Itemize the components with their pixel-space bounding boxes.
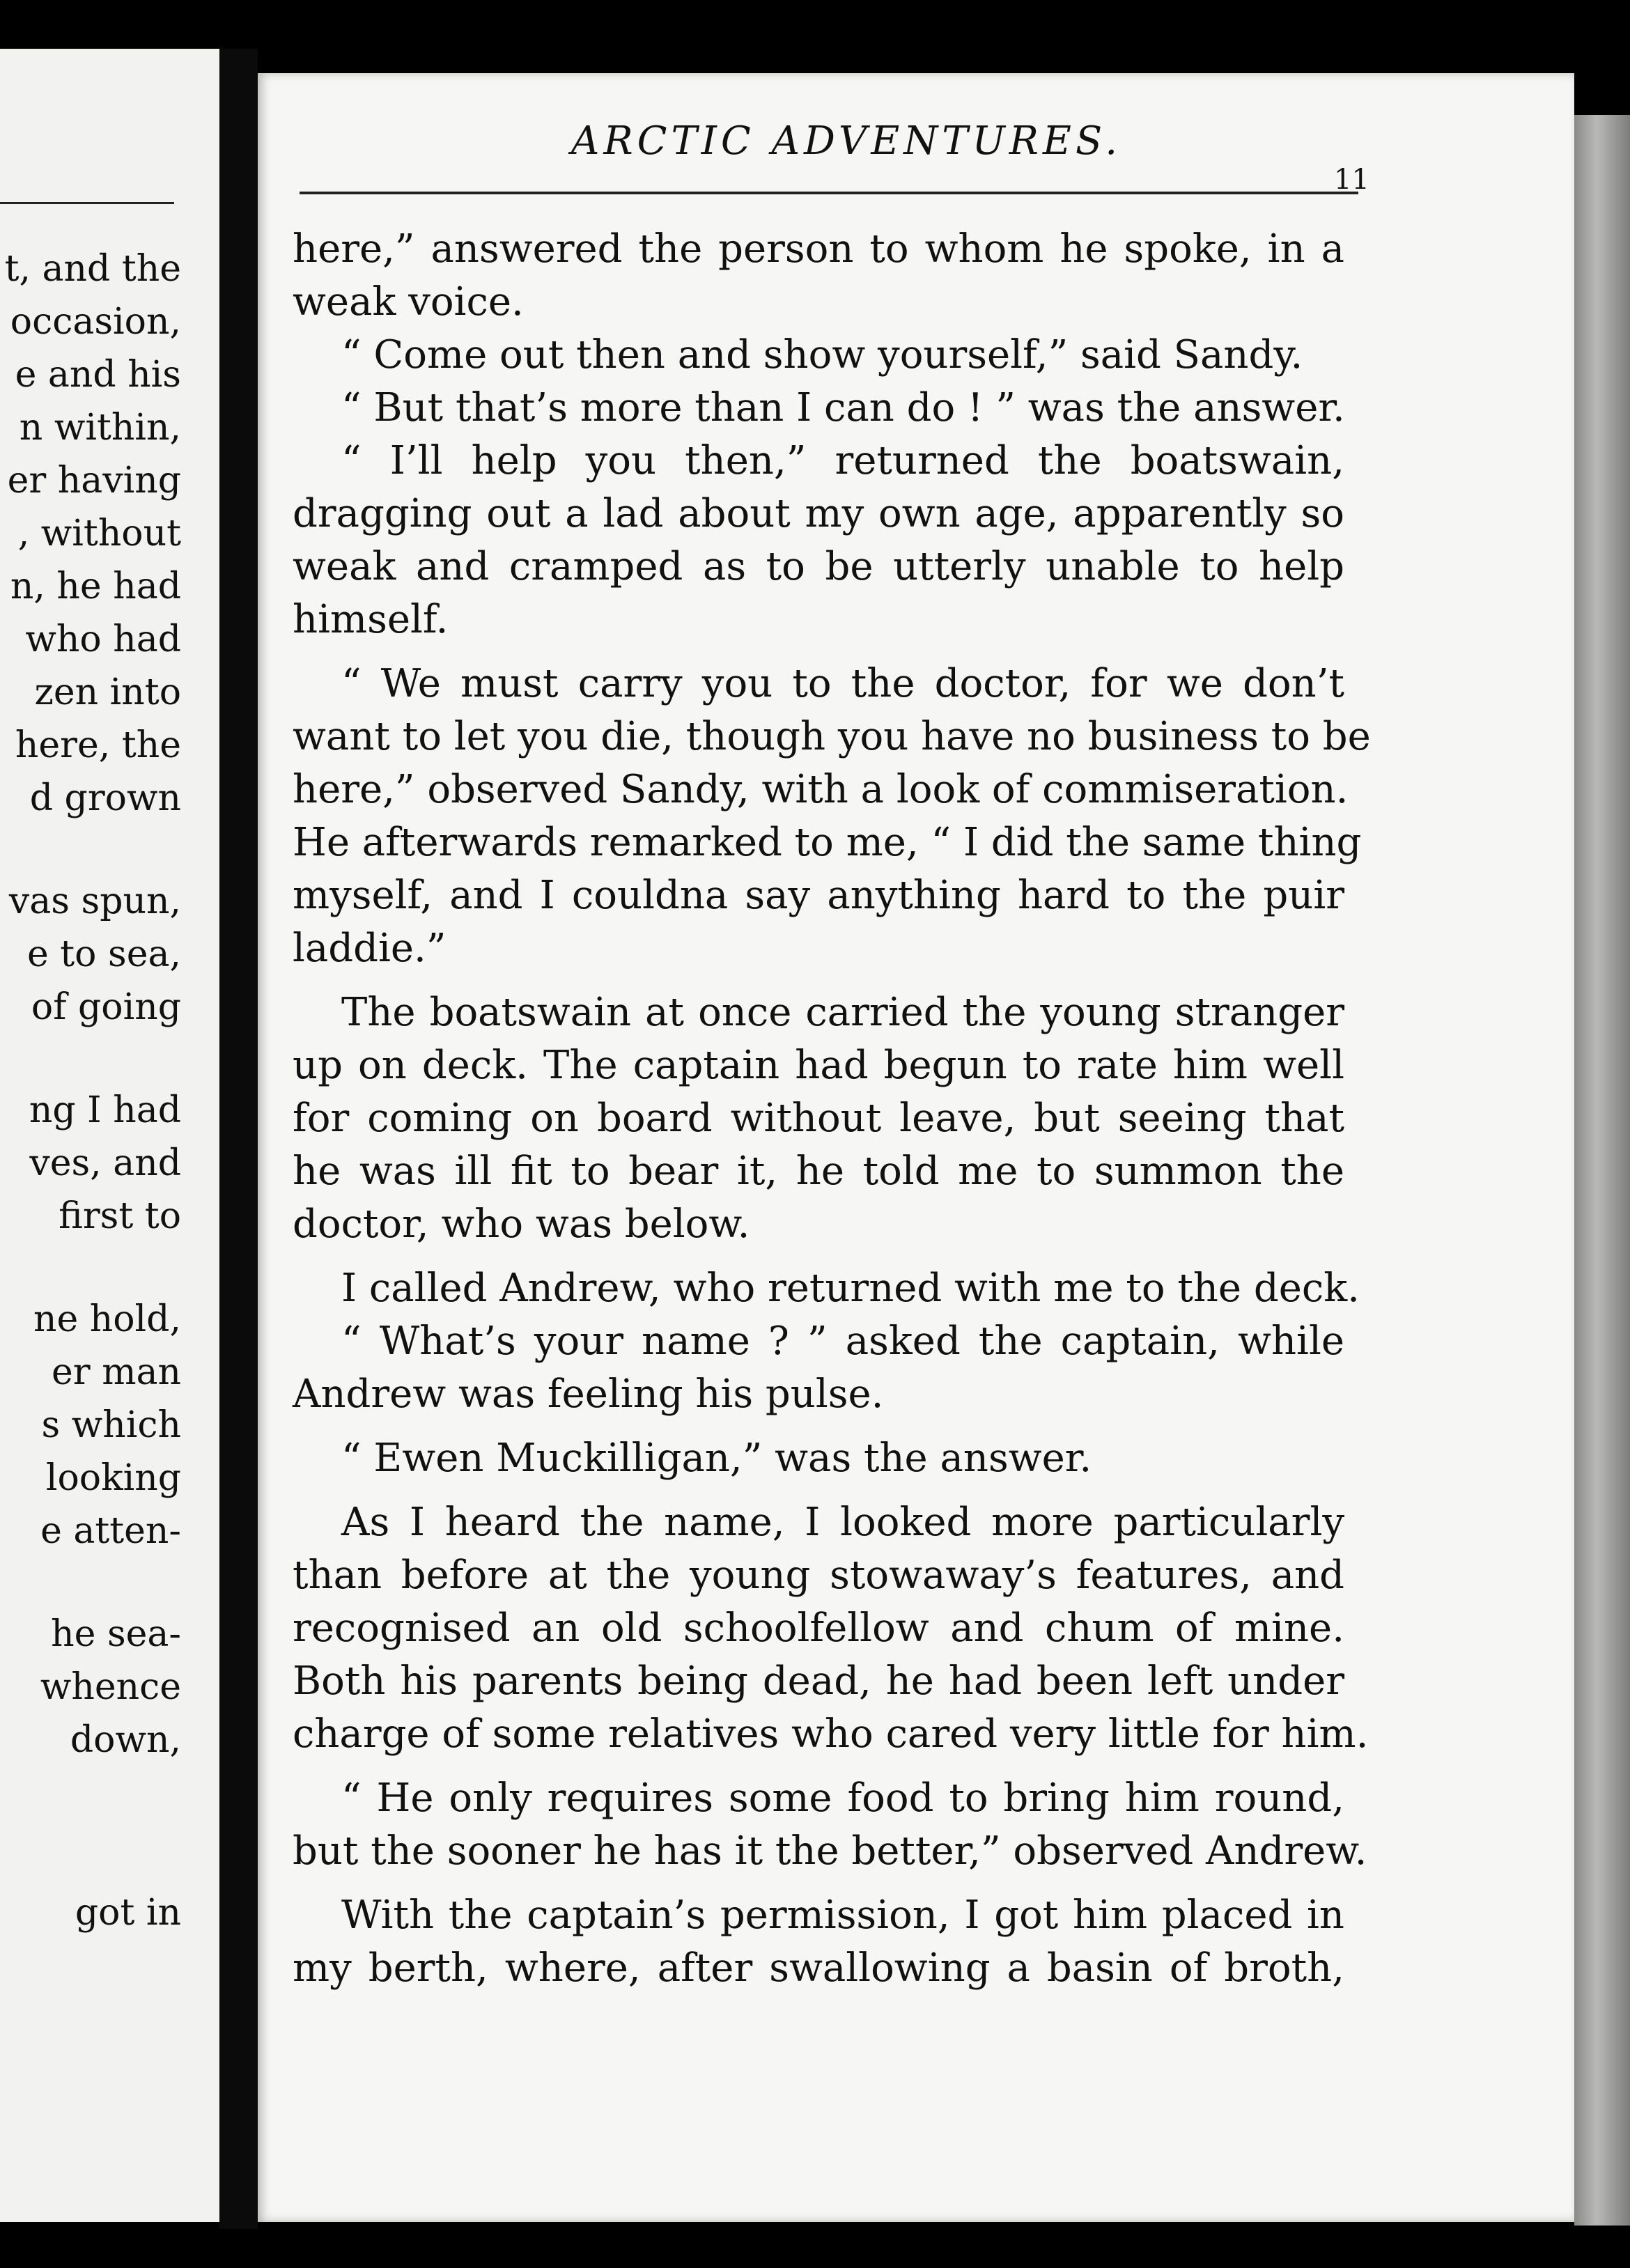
left-line: first to	[59, 1195, 181, 1237]
page-edge	[1574, 115, 1630, 2226]
left-line: here, the	[15, 724, 181, 766]
text-line: weak voice.	[293, 279, 524, 325]
text-line: “ But that’s more than I can do ! ” was the answer.	[341, 385, 1345, 430]
text-line: want to let you die, though you have no business to be	[293, 714, 1371, 759]
left-header-rule	[0, 202, 174, 204]
text-line: With the captain’s permission, I got him placed in	[341, 1893, 1344, 1938]
text-line: laddie.”	[293, 926, 447, 971]
text-line: charge of some relatives who cared very little for him.	[293, 1711, 1369, 1757]
left-line: er having	[7, 460, 181, 502]
text-line: but the sooner he has it the better,” observed Andrew.	[293, 1828, 1367, 1874]
left-line: of going	[31, 986, 181, 1028]
left-line: er man	[52, 1351, 181, 1393]
text-line: “ Come out then and show yourself,” said Sandy.	[341, 332, 1303, 378]
left-line: ves, and	[29, 1142, 181, 1184]
left-line: down,	[70, 1719, 181, 1761]
text-line: doctor, who was below.	[293, 1202, 750, 1247]
text-line: The boatswain at once carried the young stranger	[341, 990, 1344, 1035]
text-line: weak and cramped as to be utterly unable to help	[293, 544, 1344, 589]
text-line: “ We must carry you to the doctor, for we don’t	[341, 661, 1344, 706]
left-line: occasion,	[10, 301, 181, 343]
left-line: ng I had	[29, 1089, 181, 1131]
text-line: “ Ewen Muckilligan,” was the answer.	[341, 1436, 1092, 1481]
left-line: n, he had	[10, 566, 181, 607]
page-number: 11	[1334, 164, 1369, 196]
header-rule	[300, 192, 1358, 194]
text-line: than before at the young stowaway’s features, and	[293, 1553, 1344, 1598]
text-line: up on deck. The captain had begun to rate him well	[293, 1043, 1344, 1088]
text-line: I called Andrew, who returned with me to the deck.	[341, 1266, 1360, 1311]
left-line: ne hold,	[33, 1298, 181, 1340]
left-line: got in	[75, 1892, 181, 1934]
left-line: s which	[41, 1404, 181, 1446]
book-gutter	[219, 49, 258, 2229]
left-line: e and his	[15, 354, 181, 396]
left-line: e to sea,	[26, 933, 181, 975]
text-line: As I heard the name, I looked more particularly	[341, 1500, 1344, 1545]
text-line: here,” observed Sandy, with a look of commiseration.	[293, 767, 1349, 812]
text-line: Andrew was feeling his pulse.	[293, 1372, 884, 1417]
text-line: he was ill fit to bear it, he told me to summon the	[293, 1149, 1344, 1194]
text-line: for coming on board without leave, but seeing that	[293, 1096, 1344, 1141]
left-line: d grown	[29, 777, 181, 819]
left-line: who had	[25, 619, 181, 660]
text-line: recognised an old schoolfellow and chum of mine.	[293, 1606, 1344, 1651]
text-line: He afterwards remarked to me, “ I did the same thing	[293, 820, 1362, 865]
text-line: “ I’ll help you then,” returned the boatswain,	[341, 438, 1344, 483]
text-line: “ What’s your name ? ” asked the captain, while	[341, 1319, 1344, 1364]
text-line: Both his parents being dead, he had been left under	[293, 1659, 1344, 1704]
left-line: vas spun,	[8, 880, 181, 922]
running-head: ARCTIC ADVENTURES.	[571, 118, 1122, 164]
left-line: looking	[45, 1457, 181, 1499]
text-line: myself, and I couldna say anything hard to the puir	[293, 873, 1344, 918]
text-line: “ He only requires some food to bring him round,	[341, 1776, 1344, 1821]
left-line: n within,	[19, 407, 181, 449]
left-line: e atten-	[40, 1510, 181, 1552]
left-line: whence	[40, 1666, 181, 1708]
left-line: t, and the	[4, 248, 181, 290]
left-facing-page	[0, 49, 219, 2222]
text-line: himself.	[293, 597, 449, 642]
text-line: my berth, where, after swallowing a basin of broth,	[293, 1945, 1344, 1991]
left-line: zen into	[34, 671, 181, 713]
text-line: dragging out a lad about my own age, apparently so	[293, 491, 1344, 536]
text-line: here,” answered the person to whom he spoke, in a	[293, 226, 1344, 272]
left-line: he sea-	[51, 1613, 181, 1655]
right-page	[258, 73, 1574, 2222]
left-line: , without	[17, 513, 181, 554]
